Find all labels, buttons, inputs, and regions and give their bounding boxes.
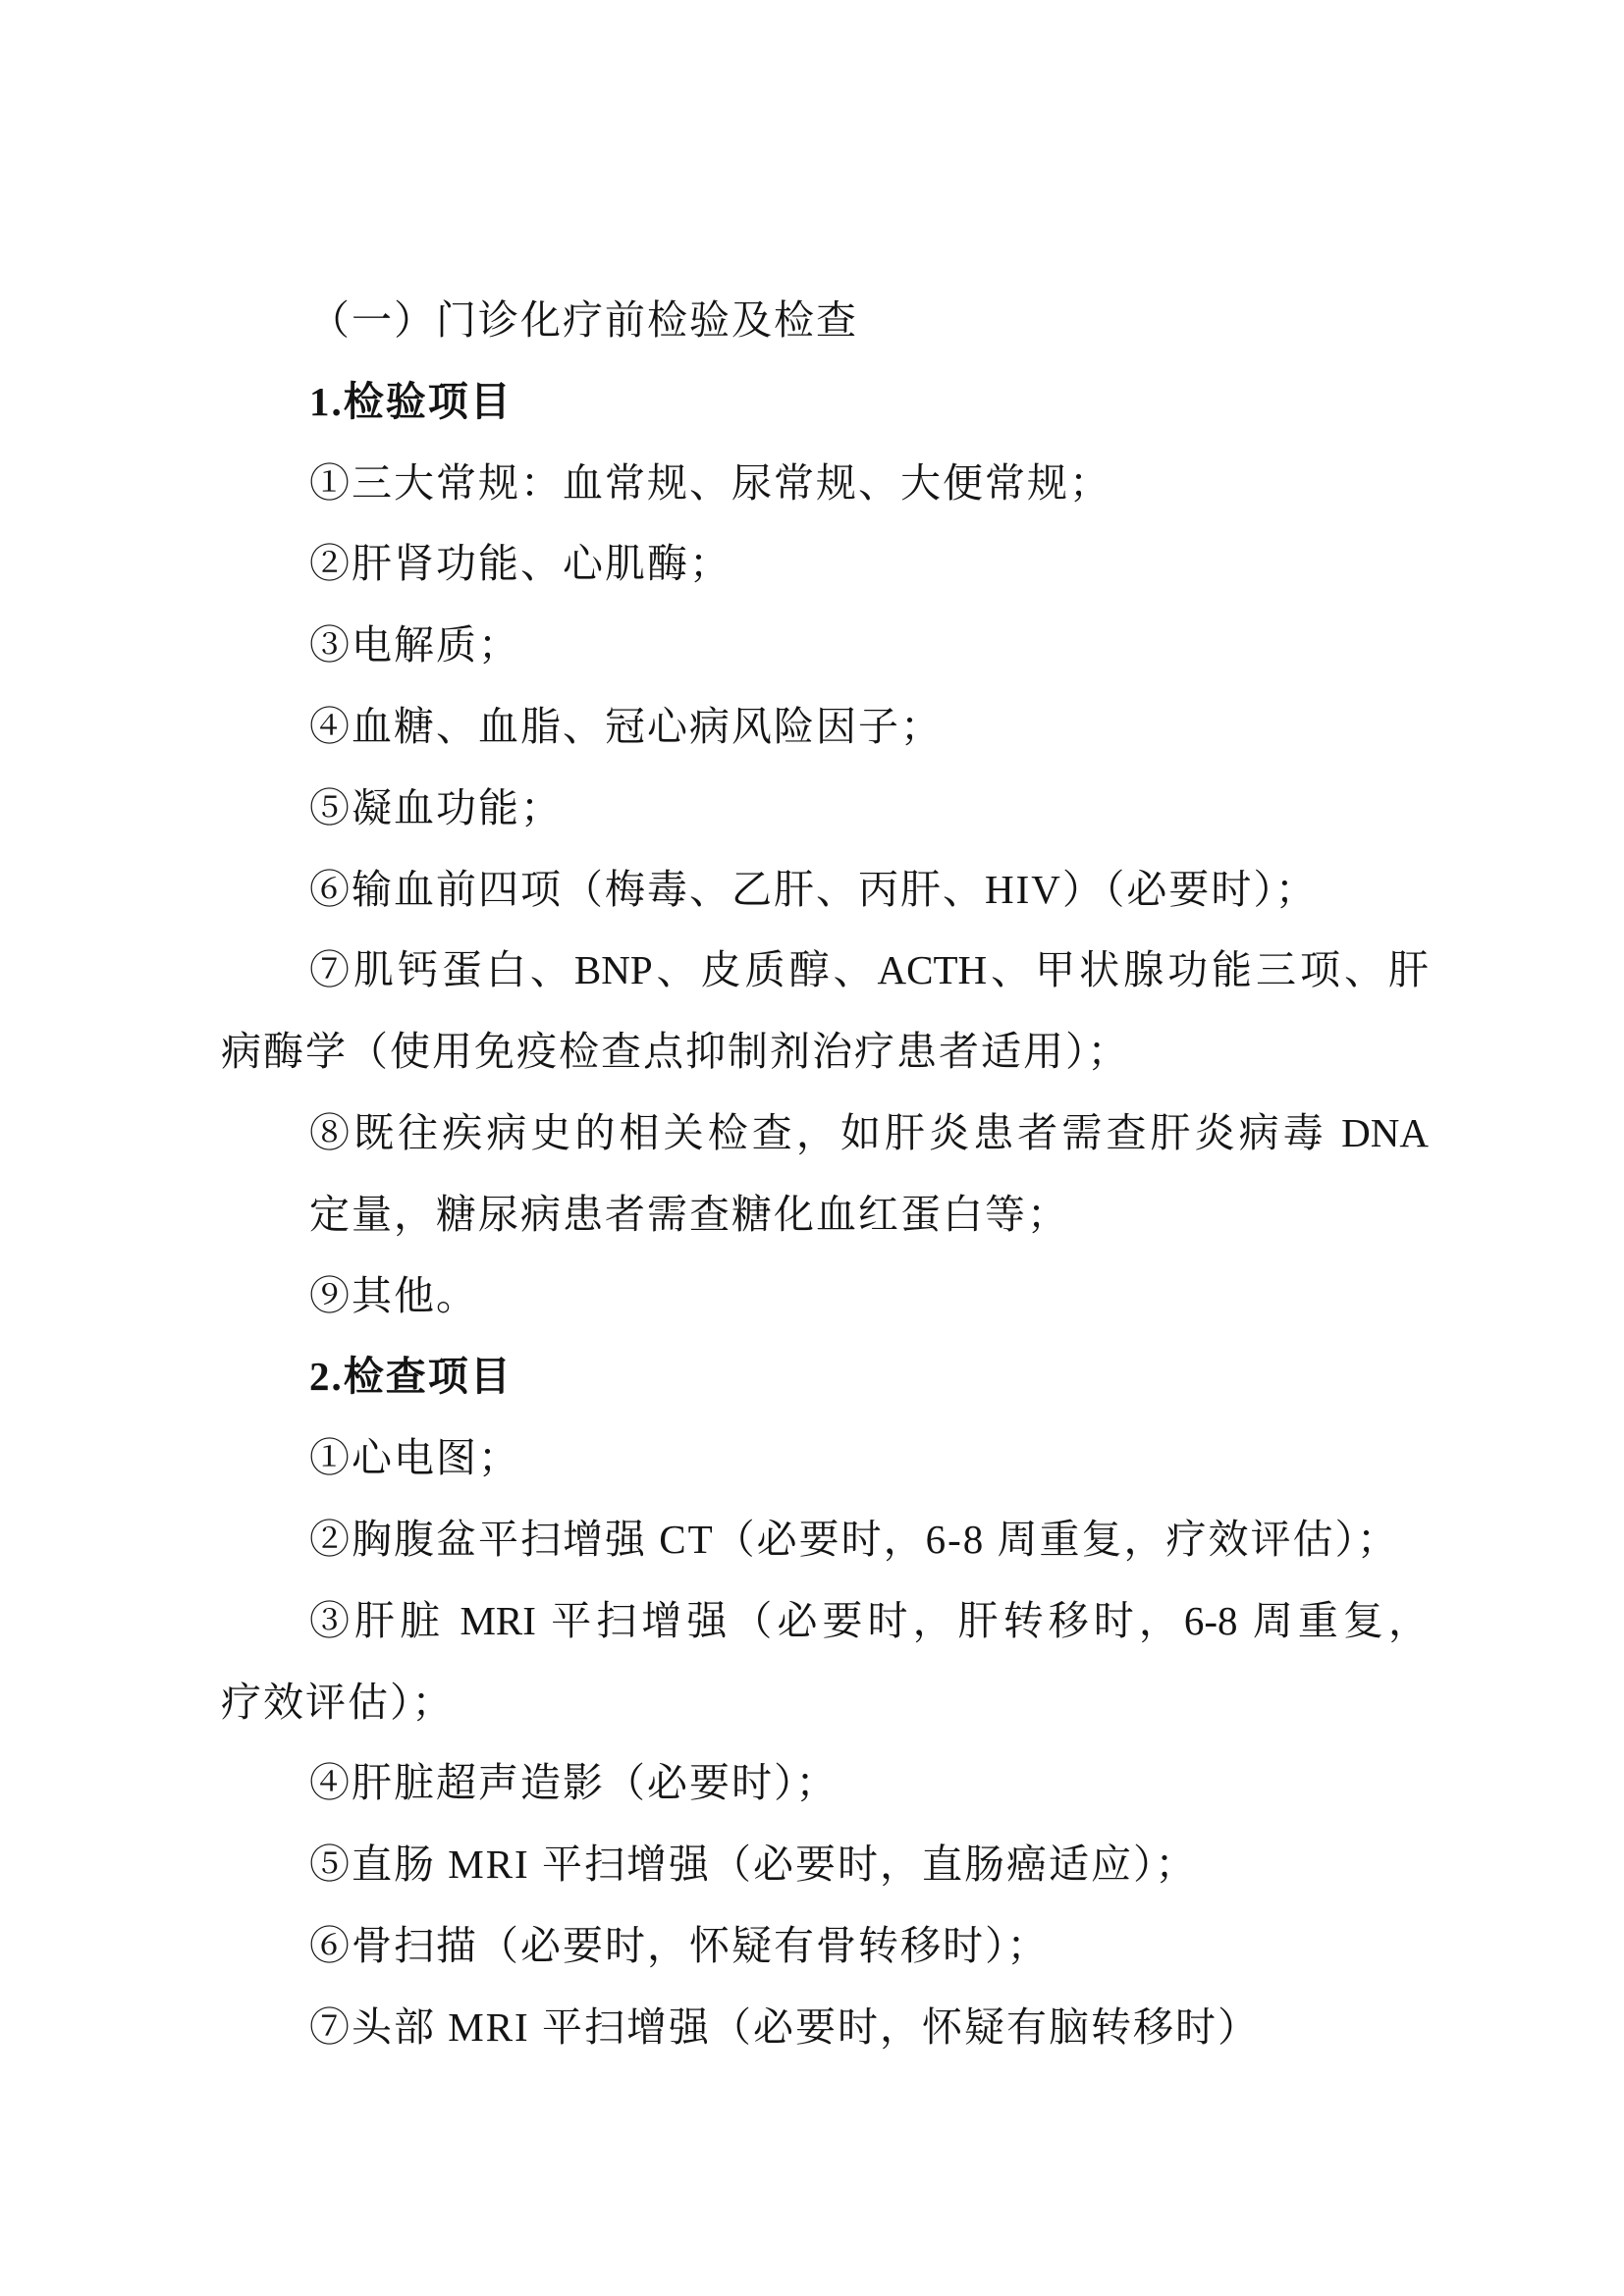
list-item: ③肝脏 MRI 平扫增强（必要时，肝转移时，6-8 周重复， [309, 1597, 1429, 1643]
list-item: ④血糖、血脂、冠心病风险因子； [309, 703, 943, 749]
list-item: ⑥骨扫描（必要时，怀疑有骨转移时）； [309, 1922, 1050, 1968]
list-item: ①三大常规：血常规、尿常规、大便常规； [309, 459, 1111, 506]
list-item: ⑤凝血功能； [309, 784, 563, 830]
section-title-exams: 2.检查项目 [309, 1354, 513, 1400]
list-item: ②肝肾功能、心肌酶； [309, 541, 731, 587]
section-title-lab-tests: 1.检验项目 [309, 378, 513, 424]
document-body [221, 280, 1429, 2068]
list-item: ⑨其他。 [309, 1272, 478, 1318]
list-item: ⑥输血前四项（梅毒、乙肝、丙肝、HIV）（必要时）； [309, 866, 1318, 912]
list-item: ⑦头部 MRI 平扫增强（必要时，怀疑有脑转移时） [309, 2003, 1260, 2050]
list-item: ②胸腹盆平扫增强 CT（必要时，6-8 周重复，疗效评估）； [309, 1516, 1400, 1562]
list-item: ⑤直肠 MRI 平扫增强（必要时，直肠癌适应）； [309, 1842, 1198, 1888]
list-item-continuation: 病酶学（使用免疫检查点抑制剂治疗患者适用）； [221, 1029, 1130, 1075]
list-item: ⑧既往疾病史的相关检查，如肝炎患者需查肝炎病毒 DNA [309, 1109, 1429, 1155]
list-item: ④肝脏超声造影（必要时）； [309, 1760, 839, 1806]
list-item: ③电解质； [309, 622, 520, 668]
list-item-continuation: 疗效评估）； [221, 1679, 455, 1725]
document-heading: （一）门诊化疗前检验及检查 [309, 297, 858, 343]
list-item: ⑦肌钙蛋白、BNP、皮质醇、ACTH、甲状腺功能三项、肝 [309, 947, 1429, 993]
list-item: ①心电图； [309, 1435, 520, 1481]
list-item-continuation: 定量，糖尿病患者需查糖化血红蛋白等； [309, 1191, 1069, 1237]
